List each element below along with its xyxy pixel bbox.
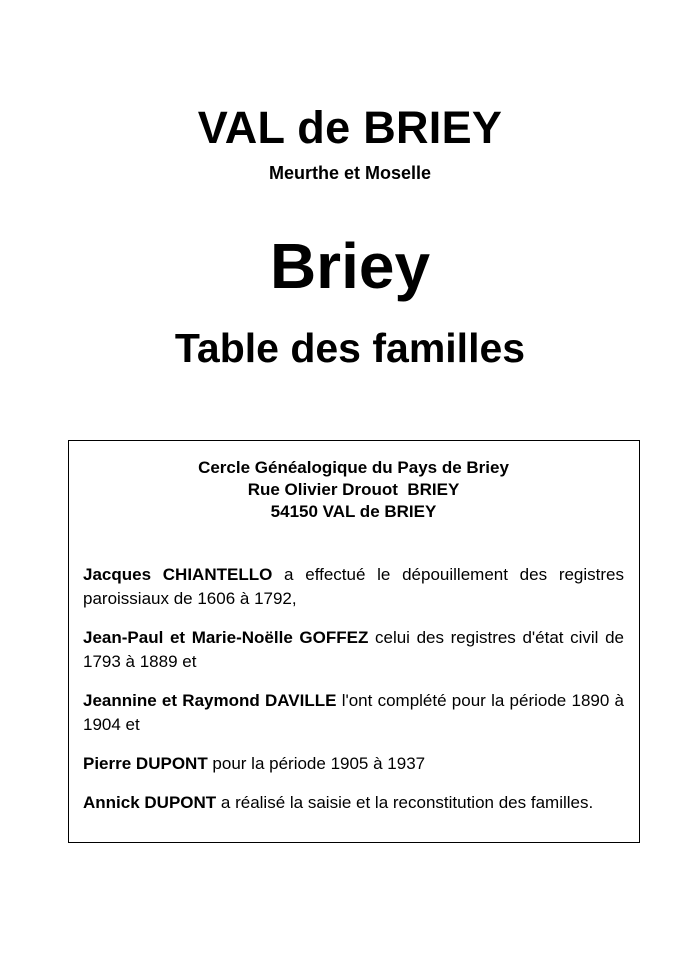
credit-name: Annick DUPONT: [83, 793, 217, 812]
info-box: [68, 440, 640, 843]
credits-list: [83, 563, 624, 815]
credit-text: a réalisé la saisie et la reconstitution des familles.: [216, 793, 594, 812]
credit-paragraph: [83, 689, 624, 737]
credit-paragraph: [83, 791, 624, 815]
page-title: VAL de BRIEY: [197, 102, 503, 153]
credit-name: Jeannine et Raymond DAVILLE: [83, 691, 337, 710]
credit-text: a effectué le dépouillement des registres paroissiaux de 1606 à 1792,: [83, 565, 625, 608]
credit-paragraph: [83, 563, 624, 611]
title-block: [0, 0, 700, 184]
commune-title: Briey: [269, 230, 431, 303]
organisation-street: Rue Olivier Drouot BRIEY: [247, 480, 460, 499]
credit-paragraph: [83, 626, 624, 674]
credit-text: l'ont complété pour la période 1890 à 1904 et: [83, 691, 624, 734]
page-subtitle: Meurthe et Moselle: [268, 162, 432, 183]
credit-name: Pierre DUPONT: [83, 754, 208, 773]
organisation-address: [83, 457, 624, 523]
credit-text: celui des registres d'état civil de 1793 à 1889 et: [83, 628, 624, 671]
credit-name: Jean-Paul et Marie-Noëlle GOFFEZ: [83, 628, 369, 647]
organisation-city: 54150 VAL de BRIEY: [270, 502, 437, 521]
document-title: Table des familles: [174, 325, 526, 372]
credit-paragraph: [83, 752, 624, 776]
credit-text: pour la période 1905 à 1937: [207, 754, 426, 773]
credit-name: Jacques CHIANTELLO: [83, 565, 273, 584]
organisation-name: Cercle Généalogique du Pays de Briey: [198, 458, 509, 477]
